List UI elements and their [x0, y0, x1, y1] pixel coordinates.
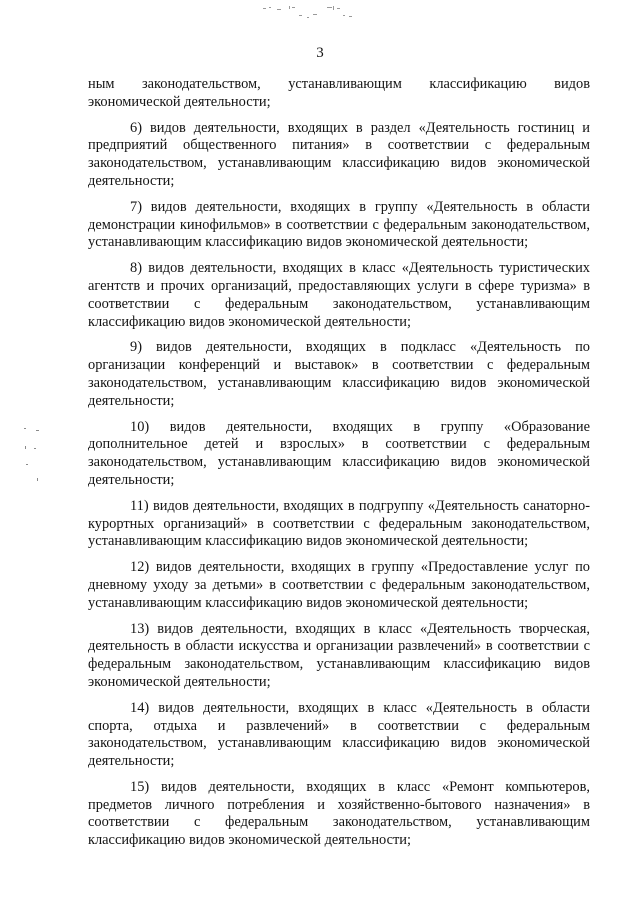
list-item-9: 9) видов деятельности, входящих в подкласс «Деятельность по организации конференций и выставок» в соответствии с федеральным законодательством, устанавливающим классификацию видов экономической деятельности; — [88, 339, 590, 409]
list-item-8: 8) видов деятельности, входящих в класс «Деятельность туристических агентств и прочих организаций, предоставляющих услуги в сфере туризма» в соответствии с федеральным законодательством, устанавливающим классификацию видов экономической деятельности; — [88, 260, 590, 330]
list-item-6: 6) видов деятельности, входящих в раздел «Деятельность гостиниц и предприятий общественного питания» в соответствии с федеральным законодательством, устанавливающим классификацию видов экономической деятельности; — [88, 119, 590, 189]
list-item-11: 11) видов деятельности, входящих в подгруппу «Деятельность санаторно-курортных организаций» в соответствии с федеральным законодательством, устанавливающим классификацию видов экономической деятельности; — [88, 497, 590, 550]
document-body — [88, 76, 590, 858]
list-item-10: 10) видов деятельности, входящих в группу «Образование дополнительное детей и взрослых» в соответствии с федеральным законодательством, устанавливающим классификацию видов экономической деятельности; — [88, 418, 590, 488]
list-item-15: 15) видов деятельности, входящих в класс «Ремонт компьютеров, предметов личного потребления и хозяйственно-бытового назначения» в соответствии с федеральным законодательством, устанавливающим классификацию видов экономической деятельности; — [88, 778, 590, 849]
list-item-14: 14) видов деятельности, входящих в класс «Деятельность в области спорта, отдыха и развлечений» в соответствии с федеральным законодательством, устанавливающим классификацию видов экономической деятельности; — [88, 699, 590, 770]
list-item-13: 13) видов деятельности, входящих в класс «Деятельность творческая, деятельность в области искусства и организации развлечений» в соответствии с федеральным законодательством, устанавливающим классификацию видов экономической деятельности; — [88, 620, 590, 690]
list-item-12: 12) видов деятельности, входящих в группу «Предоставление услуг по дневному уходу за детьми» в соответствии с федеральным законодательством, устанавливающим классификацию видов экономической деятельности; — [88, 559, 590, 611]
page-number: 3 — [316, 45, 324, 61]
intro-paragraph: ным законодательством, устанавливающим классификацию видов экономической деятельности; — [88, 76, 590, 110]
scan-artifact-marks — [255, 2, 365, 24]
list-item-7: 7) видов деятельности, входящих в группу «Деятельность в области демонстрации кинофильмов» в соответствии с федеральным законодательством, устанавливающим классификацию видов экономической деятельности; — [88, 198, 590, 251]
margin-scan-marks — [22, 420, 42, 490]
